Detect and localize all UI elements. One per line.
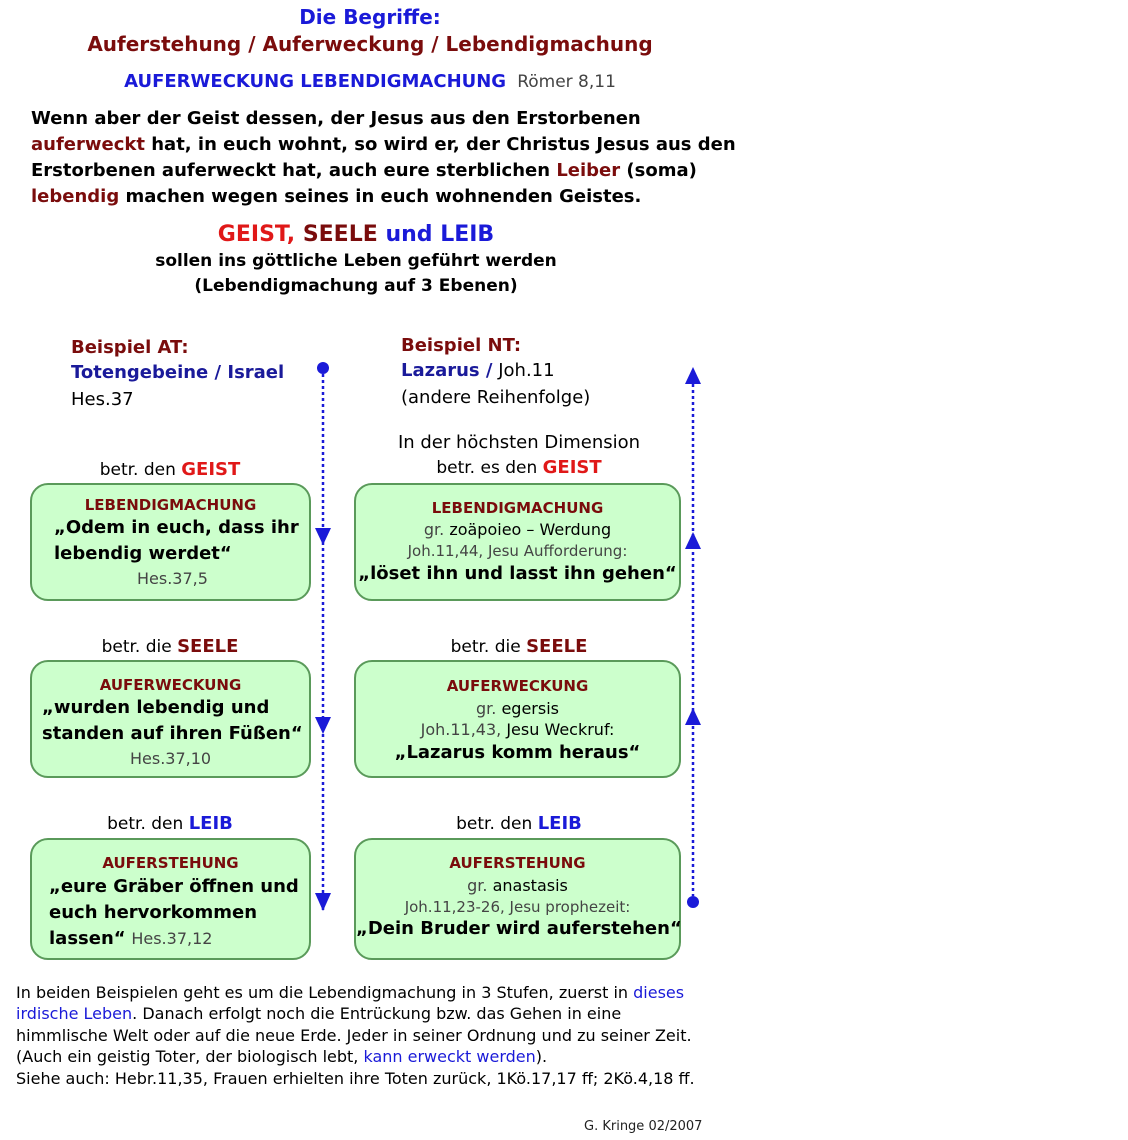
quote-highlight-lebendig: lebendig xyxy=(31,186,120,207)
quote-highlight-auferweckt: auferweckt xyxy=(31,134,145,155)
left-ref: Hes.37 xyxy=(71,389,134,410)
box-ref: Joh.11,23-26, Jesu prophezeit: xyxy=(404,898,631,916)
box-title: LEBENDIGMACHUNG xyxy=(84,496,257,514)
subtitle-ref: Römer 8,11 xyxy=(517,72,616,92)
box-quote-end: lassen“ xyxy=(49,928,126,949)
gsl-seele: SEELE xyxy=(302,222,378,247)
quote-line-1 xyxy=(31,108,641,129)
footer-text: ). xyxy=(535,1047,548,1066)
box-greek-word: anastasis xyxy=(492,876,568,895)
box-greek-word: zoäpoieo – Werdung xyxy=(449,520,612,539)
box-quote-line: „eure Gräber öffnen und xyxy=(49,876,299,897)
box-quote-line: „Odem in euch, dass ihr xyxy=(54,517,299,538)
box-greek-line xyxy=(356,520,679,539)
label-left-geist xyxy=(30,459,310,480)
footer-line-5: Siehe auch: Hebr.11,35, Frauen erhielten ihre Toten zurück, 1Kö.17,17 ff; 2Kö.4,18 ff. xyxy=(16,1069,695,1088)
box-ref: Joh.11,44, Jesu Aufforderung: xyxy=(407,542,628,560)
arrowhead-up xyxy=(685,532,701,549)
quote-text: Wenn aber der Geist dessen, der Jesus aus den Erstorbenen xyxy=(31,108,641,129)
label-leib: LEIB xyxy=(537,813,582,834)
footer-highlight: irdische Leben xyxy=(16,1004,133,1023)
gsl-line-3: (Lebendigmachung auf 3 Ebenen) xyxy=(194,276,518,296)
quote-text: machen wegen seines in euch wohnenden Geistes. xyxy=(119,186,642,207)
footer-highlight: dieses xyxy=(633,983,685,1002)
box-ref: Joh.11,43, xyxy=(420,720,502,739)
box-title: AUFERSTEHUNG xyxy=(449,854,586,872)
left-box-lebendigmachung xyxy=(30,483,311,601)
arrowhead-down xyxy=(315,717,331,734)
box-greek-line xyxy=(356,699,679,718)
right-box-lebendigmachung xyxy=(354,483,681,601)
box-greek-line xyxy=(356,876,679,895)
quote-line-2 xyxy=(31,134,736,155)
left-box-auferstehung xyxy=(30,838,311,960)
box-ref: Hes.37,12 xyxy=(131,929,213,948)
box-gr: gr. xyxy=(423,520,445,539)
footer-text: (Auch ein geistig Toter, der biologisch lebt, xyxy=(16,1047,364,1066)
gsl-leib: LEIB xyxy=(440,222,495,247)
arrow-up-right xyxy=(670,360,720,915)
left-heading: Beispiel AT: xyxy=(71,337,189,358)
box-ref: Hes.37,5 xyxy=(137,569,208,588)
footer-line-4 xyxy=(16,1047,547,1066)
footer-line-2 xyxy=(16,1004,621,1023)
right-intro: In der höchsten Dimension xyxy=(397,432,641,453)
label-seele: SEELE xyxy=(526,636,588,657)
title-line-2: Auferstehung / Auferweckung / Lebendigmachung xyxy=(87,32,653,56)
label-prefix: betr. den xyxy=(99,460,176,480)
label-leib: LEIB xyxy=(188,813,233,834)
label-left-leib xyxy=(30,813,310,834)
box-ref-line xyxy=(356,720,679,739)
credit: G. Kringe 02/2007 xyxy=(584,1119,703,1134)
box-quote-line: lebendig werdet“ xyxy=(54,543,232,564)
box-title: LEBENDIGMACHUNG xyxy=(431,499,604,517)
gsl-heading xyxy=(0,222,712,247)
footer-line-3: himmlische Welt oder auf die neue Erde. Jeder in seiner Ordnung und zu seiner Zeit. xyxy=(16,1026,692,1045)
label-left-seele xyxy=(30,636,310,657)
footer-text: . Danach erfolgt noch die Entrückung bzw. das Gehen in eine xyxy=(132,1004,622,1023)
box-title: AUFERWECKUNG xyxy=(446,677,589,695)
box-gr: gr. xyxy=(476,699,497,718)
arrowhead-down xyxy=(315,893,331,911)
subtitle-text: AUFERWECKUNG LEBENDIGMACHUNG xyxy=(124,71,507,92)
box-quote-line: „wurden lebendig und xyxy=(42,697,270,718)
footer-highlight: kann erweckt werden xyxy=(363,1047,536,1066)
right-subject-name: Lazarus / xyxy=(401,360,493,381)
quote-line-3 xyxy=(31,160,697,181)
arrowhead-down xyxy=(315,528,331,545)
arrow-down-left xyxy=(300,355,350,920)
label-prefix: betr. den xyxy=(107,814,184,834)
label-seele: SEELE xyxy=(177,636,239,657)
right-heading: Beispiel NT: xyxy=(401,335,522,356)
left-box-auferweckung xyxy=(30,660,311,778)
quote-text: (soma) xyxy=(620,160,697,181)
footer-text: In beiden Beispielen geht es um die Lebendigmachung in 3 Stufen, zuerst in xyxy=(16,983,634,1002)
label-prefix: betr. die xyxy=(450,637,521,657)
box-quote-line: standen auf ihren Füßen“ xyxy=(42,723,303,744)
box-quote-line xyxy=(49,928,212,949)
left-subject: Totengebeine / Israel xyxy=(71,362,285,383)
right-subject xyxy=(401,360,555,381)
label-prefix: betr. die xyxy=(101,637,172,657)
box-greek-word: egersis xyxy=(501,699,559,718)
label-right-seele xyxy=(356,636,682,657)
quote-highlight-leiber: Leiber xyxy=(556,160,621,181)
label-right-leib xyxy=(356,813,682,834)
arrowhead-up xyxy=(685,708,701,725)
gsl-line-2: sollen ins göttliche Leben geführt werden xyxy=(155,251,557,271)
title-line-1: Die Begriffe: xyxy=(299,5,441,29)
arrowhead-up xyxy=(685,367,701,384)
right-subject-ref: Joh.11 xyxy=(498,360,555,381)
arrow-start-dot xyxy=(687,896,699,908)
subtitle xyxy=(0,71,740,92)
quote-line-4 xyxy=(31,186,641,207)
box-quote-line: euch hervorkommen xyxy=(49,902,258,923)
gsl-und: und xyxy=(385,222,433,247)
box-title: AUFERWECKUNG xyxy=(99,676,242,694)
box-quote: „löset ihn und lasst ihn gehen“ xyxy=(358,563,677,584)
right-box-auferstehung xyxy=(354,838,681,960)
label-prefix: betr. es den xyxy=(436,458,538,478)
label-geist: GEIST xyxy=(542,457,602,478)
box-ref: Hes.37,10 xyxy=(130,749,212,768)
quote-text: hat, in euch wohnt, so wird er, der Christus Jesus aus den xyxy=(144,134,736,155)
gsl-geist: GEIST, xyxy=(217,222,296,247)
label-geist: GEIST xyxy=(181,459,241,480)
box-gr: gr. xyxy=(467,876,488,895)
arrow-start-dot xyxy=(317,362,329,374)
quote-text: Erstorbenen auferweckt hat, auch eure sterblichen xyxy=(31,160,557,181)
footer-line-1 xyxy=(16,983,684,1002)
right-box-auferweckung xyxy=(354,660,681,778)
box-title: AUFERSTEHUNG xyxy=(102,854,239,872)
box-ref-note: Jesu Weckruf: xyxy=(506,720,615,739)
label-right-geist xyxy=(356,457,682,478)
box-quote: „Lazarus komm heraus“ xyxy=(394,742,641,763)
box-quote: „Dein Bruder wird auferstehen“ xyxy=(356,918,682,939)
right-note: (andere Reihenfolge) xyxy=(401,387,591,408)
label-prefix: betr. den xyxy=(456,814,533,834)
